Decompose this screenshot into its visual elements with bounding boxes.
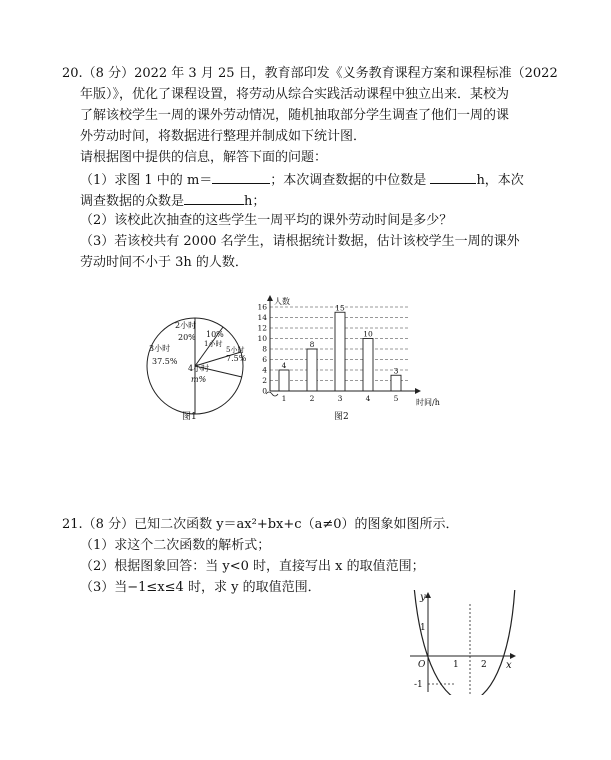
bar-chart-x-axis-title: 时间/h: [416, 398, 440, 407]
q21-line-3: （2）根据图象回答：当 y<0 时，直接写出 x 的取值范围；: [80, 559, 425, 574]
answer-blank-median: [430, 171, 476, 184]
q21-line-4: （3）当−1≤x≤4 时，求 y 的取值范围．: [80, 580, 321, 595]
bar-value-label: 15: [335, 303, 345, 313]
x-tick-label: 4: [365, 394, 371, 403]
pie-label-37-5pct: 37.5%: [152, 357, 178, 366]
bar-value-label: 4: [281, 361, 287, 370]
bar: [391, 375, 401, 391]
bar: [307, 349, 317, 391]
q20-median-unit: h，本次: [476, 173, 524, 188]
y-axis-arrow-icon: [425, 592, 431, 598]
q20-line-1: 20.（8 分）2022 年 3 月 25 日，教育部印发《义务教育课程方案和课程标准（2022: [62, 66, 558, 81]
graph-tick-y-minus-1: -1: [414, 680, 423, 690]
pie-chart-figure: [140, 308, 255, 423]
q20-mode-prompt: 调查数据的众数是: [80, 194, 185, 209]
q21-line-2: （1）求这个二次函数的解析式；: [80, 538, 271, 553]
y-tick-label: 10: [257, 334, 267, 343]
x-axis-arrow-icon: [415, 388, 421, 394]
q20-line-8: （2）该校此次抽查的这些学生一周平均的课外劳动时间是多少？: [80, 213, 453, 228]
y-tick-label: 16: [257, 302, 267, 312]
pie-label-20pct: 20%: [178, 333, 196, 342]
bar-chart-y-axis-title: 人数: [274, 297, 290, 306]
q20-line-10: 劳动时间不小于 3h 的人数．: [80, 255, 248, 270]
y-tick-label: 0: [262, 386, 267, 396]
x-tick-label: 2: [309, 394, 315, 403]
y-axis-arrow-icon: [267, 295, 273, 301]
x-tick-label: 1: [281, 394, 287, 403]
pie-label-10pct: 10%: [206, 330, 224, 339]
y-tick-label: 2: [262, 376, 267, 385]
q21-line-1: 21.（8 分）已知二次函数 y＝ax²+bx+c（a≠0）的图象如图所示．: [62, 517, 459, 532]
q20-line-4: 外劳动时间，将数据进行整理并制成如下统计图．: [80, 129, 367, 144]
parabola-graph: [408, 590, 520, 695]
graph-tick-x-2: 2: [481, 660, 487, 670]
axis-break-icon: [266, 392, 278, 396]
q20-line-5: 请根据图中提供的信息，解答下面的问题：: [80, 150, 328, 165]
bar-chart-bars: [279, 312, 401, 391]
bar: [363, 339, 373, 392]
bar: [279, 370, 289, 391]
bar: [335, 312, 345, 391]
q20-line-2: 年版）》，优化了课程设置，将劳动从综合实践活动课程中独立出来．某校为: [80, 87, 510, 102]
pie-label-m-pct: m%: [191, 375, 207, 384]
pie-label-3h: 3小时: [149, 344, 171, 353]
bar-chart-figure: [252, 292, 472, 412]
figure-2-caption: 图2: [334, 412, 349, 422]
x-axis-arrow-icon: [510, 653, 516, 659]
q20-line-9: （3）若该校共有 2000 名学生，请根据统计数据，估计该校学生一周的课外: [80, 234, 520, 249]
bar-value-label: 8: [309, 340, 315, 349]
q20-line-3: 了解该校学生一周的课外劳动情况，随机抽取部分学生调查了他们一周的课: [80, 108, 510, 123]
q20-line-6: [80, 171, 524, 189]
answer-blank-mode: [184, 192, 244, 205]
pie-label-4h: 4小时: [188, 364, 210, 373]
figure-1-caption: 图1: [182, 412, 197, 422]
y-tick-label: 8: [262, 344, 267, 354]
pie-label-5h: 5小时: [226, 346, 245, 354]
pie-label-2h: 2小时: [175, 321, 197, 330]
q20-part1-prompt: （1）求图 1 中的 m＝: [80, 173, 213, 188]
q20-mode-unit: h；: [244, 194, 266, 209]
bar-value-label: 3: [393, 366, 399, 376]
graph-tick-y-1: 1: [420, 623, 426, 633]
x-tick-label: 3: [337, 394, 343, 403]
parabola-curve: [414, 590, 515, 695]
y-tick-label: 6: [262, 355, 267, 364]
bar-chart-y-tick-labels: [257, 303, 267, 396]
bar-value-label: 10: [363, 329, 373, 339]
y-tick-label: 14: [257, 313, 267, 322]
graph-y-axis-label: y: [420, 592, 426, 603]
y-tick-label: 12: [257, 323, 267, 333]
bar-chart-x-tick-labels: [282, 394, 399, 403]
x-tick-label: 5: [393, 394, 399, 403]
q20-line-7: [80, 192, 265, 210]
pie-label-7-5pct: 7.5%: [226, 354, 247, 363]
answer-blank-m: [212, 171, 270, 184]
graph-x-axis-label: x: [506, 660, 512, 671]
q20-median-prompt: ；本次调查数据的中位数是: [270, 173, 427, 188]
graph-tick-x-1: 1: [453, 660, 459, 670]
pie-label-1h: 1小时: [204, 340, 223, 348]
y-tick-label: 4: [262, 365, 267, 375]
graph-origin-label: O: [418, 660, 426, 670]
